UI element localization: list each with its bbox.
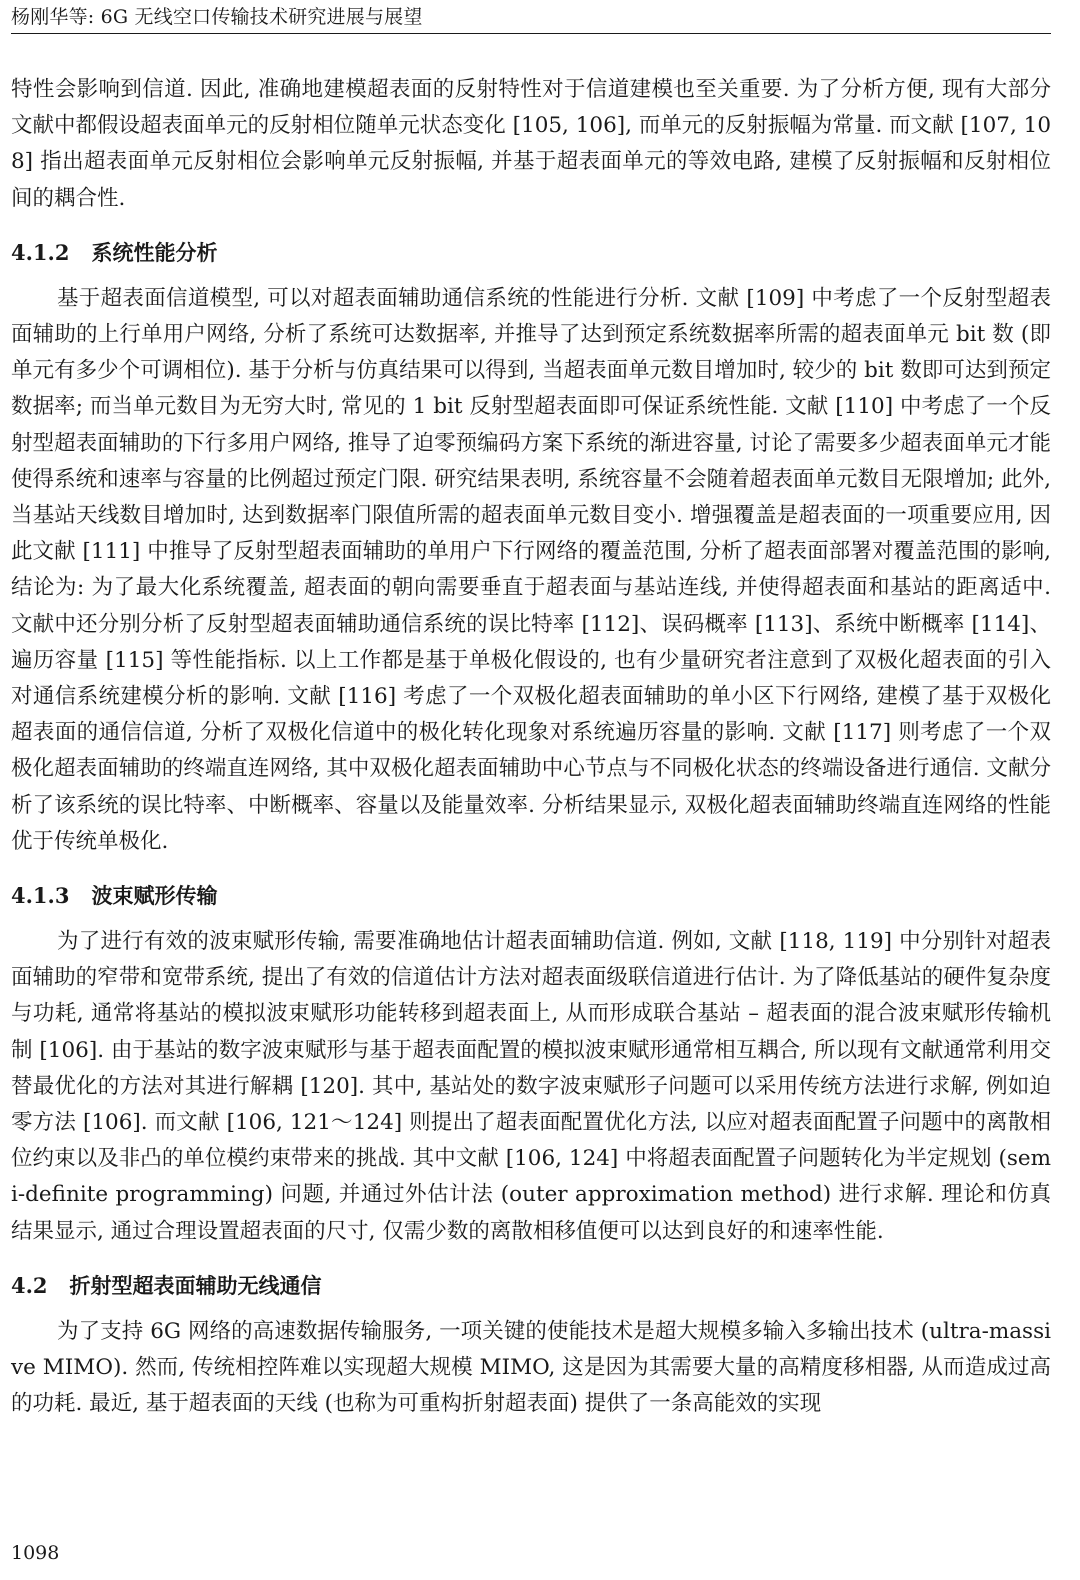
paper-page [11,0,1051,1580]
header-rule [11,33,1051,34]
system-performance-paragraph: 基于超表面信道模型, 可以对超表面辅助通信系统的性能进行分析. 文献 [109] 中考虑了一个反射型超表面辅助的上行单用户网络, 分析了系统可达数据率, 并推导了达到预定系统数据率所需的超表面单元 bit 数 (即单元有多少个可调相位). 基于分析与仿真结果可以得到, 当超表面单元数目增加时, 较少的 bit 数即可达到预定数据率; 而当单元数目为无穷大时, 常见的 1 bit 反射型超表面即可保证系统性能. 文献 [110] 中考虑了一个反射型超表面辅助的下行多用户网络, 推导了迫零预编码方案下系统的渐进容量, 讨论了需要多少超表面单元才能使得系统和速率与容量的比例超过预定门限. 研究结果表明, 系统容量不会随着超表面单元数目无限增加; 此外, 当基站天线数目增加时, 达到数据率门限值所需的超表面单元数目变小. 增强覆盖是超表面的一项重要应用, 因此文献 [111] 中推导了反射型超表面辅助的单用户下行网络的覆盖范围, 分析了超表面部署对覆盖范围的影响, 结论为: 为了最大化系统覆盖, 超表面的朝向需要垂直于超表面与基站连线, 并使得超表面和基站的距离适中. 文献中还分别分析了反射型超表面辅助通信系统的误比特率 [112]、误码概率 [113]、系统中断概率 [114]、遍历容量 [115] 等性能指标. 以上工作都是基于单极化假设的, 也有少量研究者注意到了双极化超表面的引入对通信系统建模分析的影响. 文献 [116] 考虑了一个双极化超表面辅助的单小区下行网络, 建模了基于双极化超表面的通信信道, 分析了双极化信道中的极化转化现象对系统遍历容量的影响. 文献 [117] 则考虑了一个双极化超表面辅助的终端直连网络, 其中双极化超表面辅助中心节点与不同极化状态的终端设备进行通信. 文献分析了该系统的误比特率、中断概率、容量以及能量效率. 分析结果显示, 双极化超表面辅助终端直连网络的性能优于传统单极化. [11,285,1051,854]
section-number: 4.1.2 [11,239,70,265]
section-title: 折射型超表面辅助无线通信 [69,1273,322,1298]
section-title: 波束赋形传输 [91,884,218,909]
section-number: 4.2 [11,1272,48,1298]
refractive-metasurface-paragraph: 为了支持 6G 网络的高速数据传输服务, 一项关键的使能技术是超大规模多输入多输出技术 (ultra-massive MIMO). 然而, 传统相控阵难以实现超大规模 MIMO, 这是因为其需要大量的高精度移相器, 从而造成过高的功耗. 最近, 基于超表面的天线 (也称为可重构折射超表面) 提供了一条高能效的实现 [11,1318,1051,1417]
section-4-1-2-heading [11,235,1051,271]
page-body [11,72,1051,1423]
section-title: 系统性能分析 [91,240,218,265]
section-4-2-heading [11,1268,1051,1304]
page-number: 1098 [11,1542,60,1564]
intro-paragraph: 特性会影响到信道. 因此, 准确地建模超表面的反射特性对于信道建模也至关重要. 为了分析方便, 现有大部分文献中都假设超表面单元的反射相位随单元状态变化 [105, 106], 而单元的反射振幅为常量. 而文献 [107, 108] 指出超表面单元反射相位会影响单元反射振幅, 并基于超表面单元的等效电路, 建模了反射振幅和反射相位间的耦合性. [11,77,1051,211]
section-number: 4.1.3 [11,883,70,909]
running-header: 杨刚华等: 6G 无线空口传输技术研究进展与展望 [11,6,423,28]
section-4-1-3-heading [11,878,1051,914]
beamforming-paragraph: 为了进行有效的波束赋形传输, 需要准确地估计超表面辅助信道. 例如, 文献 [118, 119] 中分别针对超表面辅助的窄带和宽带系统, 提出了有效的信道估计方法对超表面级联信道进行估计. 为了降低基站的硬件复杂度与功耗, 通常将基站的模拟波束赋形功能转移到超表面上, 从而形成联合基站 – 超表面的混合波束赋形传输机制 [106]. 由于基站的数字波束赋形与基于超表面配置的模拟波束赋形通常相互耦合, 所以现有文献通常利用交替最优化的方法对其进行解耦 [120]. 其中, 基站处的数字波束赋形子问题可以采用传统方法进行求解, 例如迫零方法 [106]. 而文献 [106, 121～124] 则提出了超表面配置优化方法, 以应对超表面配置子问题中的离散相位约束以及非凸的单位模约束带来的挑战. 其中文献 [106, 124] 中将超表面配置子问题转化为半定规划 (semi-definite programming) 问题, 并通过外估计法 (outer approximation method) 进行求解. 理论和仿真结果显示, 通过合理设置超表面的尺寸, 仅需少数的离散相移值便可以达到良好的和速率性能. [11,929,1051,1244]
